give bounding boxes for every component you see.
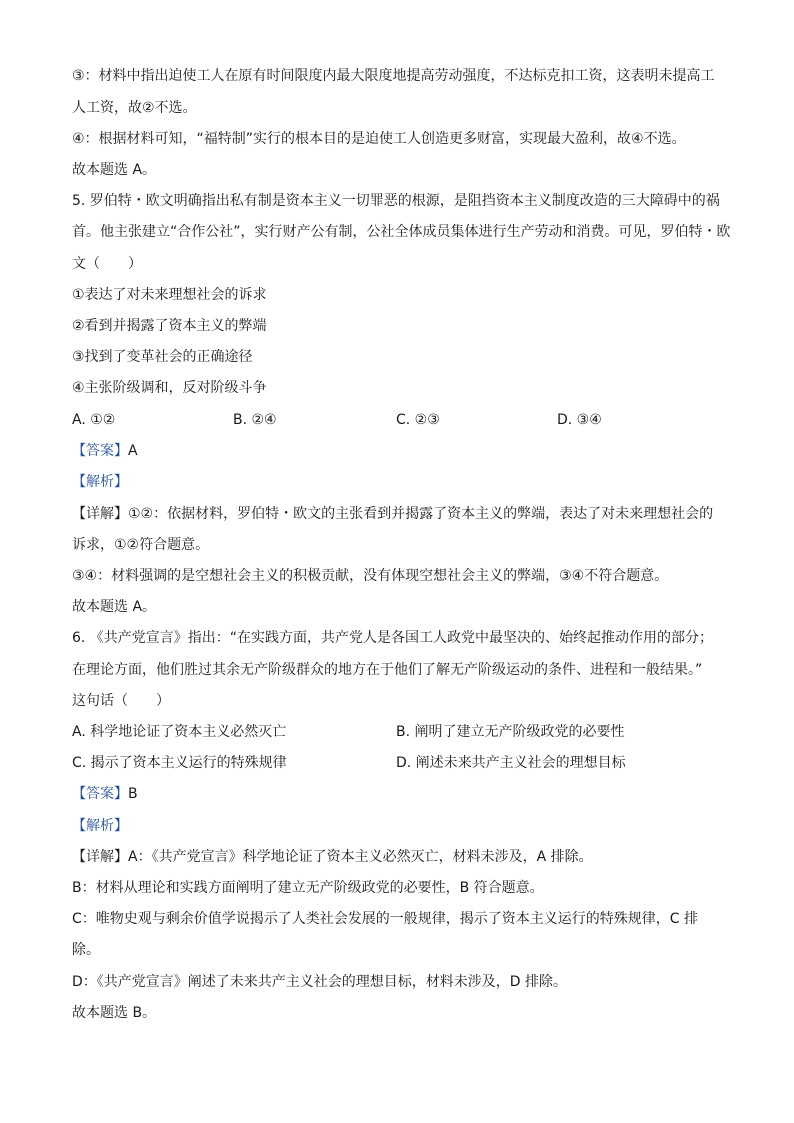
conclusion-line: 故本题选 A。 xyxy=(72,162,157,178)
detail-line: B：材料从理论和实践方面阐明了建立无产阶级政党的必要性，B 符合题意。 xyxy=(72,880,544,896)
detail-line: C：唯物史观与剩余价值学说揭示了人类社会发展的一般规律，揭示了资本主义运行的特殊规律，C 排 xyxy=(72,911,698,927)
detail-line: D：《共产党宣言》阐述了未来共产主义社会的理想目标，材料未涉及，D 排除。 xyxy=(72,974,568,990)
detail-line: 诉求，①②符合题意。 xyxy=(72,537,210,553)
statement-item: ①表达了对未来理想社会的诉求 xyxy=(72,287,267,303)
option-b: B. 阐明了建立无产阶级政党的必要性 xyxy=(396,724,625,740)
detail-tag: 【详解】 xyxy=(72,506,128,522)
question-stem: 6. 《共产党宣言》指出：“在实践方面，共产党人是各国工人政党中最坚决的、始终起推动作用的部分； xyxy=(72,630,714,646)
statement-item: ④主张阶级调和，反对阶级斗争 xyxy=(72,380,267,396)
analysis-tag: 【解析】 xyxy=(72,474,128,490)
answer-tag: 【答案】 xyxy=(72,786,128,802)
analysis-tag: 【解析】 xyxy=(72,818,128,834)
detail-line: 【详解】A：《共产党宣言》科学地论证了资本主义必然灭亡，材料未涉及，A 排除。 xyxy=(72,849,593,865)
question-stem: 5. 罗伯特・欧文明确指出私有制是资本主义一切罪恶的根源，是阻挡资本主义制度改造的三大障碍中的祸 xyxy=(72,193,720,209)
explanation-line: ④：根据材料可知，“福特制”实行的根本目的是迫使工人创造更多财富，实现最大盈利，故④不选。 xyxy=(72,131,686,147)
statement-item: ③找到了变革社会的正确途径 xyxy=(72,349,253,365)
answer-line xyxy=(72,441,732,461)
explanation-line: ③：材料中指出迫使工人在原有时间限度内最大限度地提高劳动强度，不达标克扣工资，这表明未提高工 xyxy=(72,68,715,84)
question-stem: 文（ ） xyxy=(72,256,142,272)
conclusion-line: 故本题选 B。 xyxy=(72,1005,157,1021)
question-stem: 在理论方面，他们胜过其余无产阶级群众的地方在于他们了解无产阶级运动的条件、进程和一般结果。” xyxy=(72,662,703,678)
answer-value: A xyxy=(128,443,138,459)
detail-line: 【详解】①②：依据材料，罗伯特・欧文的主张看到并揭露了资本主义的弊端，表达了对未来理想社会的 xyxy=(72,506,714,522)
option-b: B. ②④ xyxy=(233,412,277,428)
option-c: C. 揭示了资本主义运行的特殊规律 xyxy=(72,755,287,771)
answer-tag: 【答案】 xyxy=(72,443,128,459)
option-a: A. 科学地论证了资本主义必然灭亡 xyxy=(72,724,287,740)
conclusion-line: 故本题选 A。 xyxy=(72,599,157,615)
option-c: C. ②③ xyxy=(396,412,440,428)
question-stem: 这句话（ ） xyxy=(72,693,170,709)
option-a: A. ①② xyxy=(72,412,116,428)
statement-item: ②看到并揭露了资本主义的弊端 xyxy=(72,318,267,334)
question-stem: 首。他主张建立“合作公社”，实行财产公有制，公社全体成员集体进行生产劳动和消费。可见，罗伯特・欧 xyxy=(72,224,731,240)
option-d: D. ③④ xyxy=(557,412,602,428)
explanation-line: 人工资，故②不选。 xyxy=(72,100,197,116)
detail-line: ③④：材料强调的是空想社会主义的积极贡献，没有体现空想社会主义的弊端，③④不符合题意。 xyxy=(72,568,669,584)
detail-tag: 【详解】 xyxy=(72,849,128,865)
detail-line: 除。 xyxy=(72,942,100,958)
answer-line xyxy=(72,784,732,804)
option-d: D. 阐述未来共产主义社会的理想目标 xyxy=(396,755,626,771)
answer-value: B xyxy=(128,786,138,802)
